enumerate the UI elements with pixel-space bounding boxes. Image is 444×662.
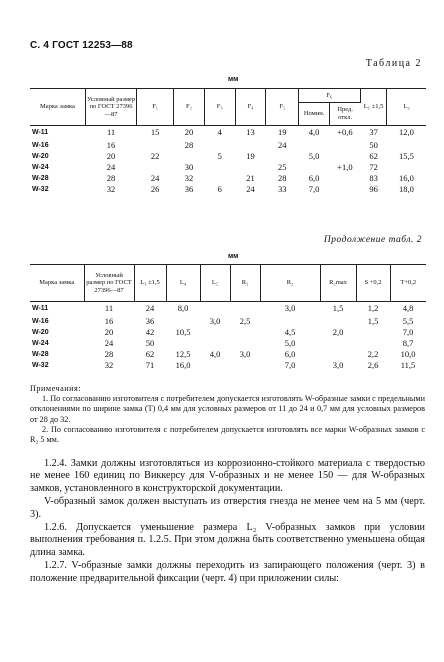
paragraph-1-2-6: 1.2.6. Допускается уменьшение размера L₂ V-образных замков при условии выполнения требования п. 1.2.5. При этом должна быть соответственно уменьшена общая длина замка. — [30, 522, 425, 558]
table-cell: 4,8 — [402, 303, 414, 314]
col-header-mark: Марка замка — [30, 89, 85, 126]
table-cell — [166, 338, 200, 349]
table-cell: 15 — [150, 127, 160, 138]
table-notes — [30, 384, 425, 445]
table-cell: 19 — [278, 127, 287, 138]
col-header-f2: F₂ — [174, 89, 205, 126]
table-cell — [200, 302, 230, 316]
table-cell: 2,5 — [239, 315, 251, 326]
cell-mark: W-28 — [32, 350, 49, 358]
table-row — [30, 173, 426, 184]
table-cell: 22 — [150, 150, 160, 161]
table-row — [30, 162, 426, 173]
col-header-t: T+0,2 — [390, 265, 426, 302]
table-cell: 5,5 — [402, 315, 414, 326]
table-cell: 7,0 — [308, 183, 320, 194]
table-cell: 16,0 — [399, 172, 414, 183]
table-cell — [320, 338, 356, 349]
table-cell: 7,0 — [284, 359, 296, 370]
table-cell: 26 — [150, 183, 160, 194]
table-number-label: Таблица 2 — [365, 58, 422, 69]
table-cell: 24 — [246, 183, 255, 194]
cell-mark: W-20 — [32, 152, 49, 160]
table-cell — [174, 151, 205, 162]
table-row — [30, 338, 426, 349]
table-cell — [166, 316, 200, 327]
col-header-f3: F₃ — [204, 89, 235, 126]
table-cell: 28 — [278, 172, 287, 183]
table-cell — [320, 316, 356, 327]
col-header-f1: F₁ — [137, 89, 174, 126]
table-cell: 20 — [104, 326, 114, 337]
table-cell: 6,0 — [308, 172, 320, 183]
table-cell — [230, 302, 260, 316]
page-header: С. 4 ГОСТ 12253—88 — [30, 40, 133, 51]
table-cell — [200, 338, 230, 349]
table-cell — [320, 349, 356, 360]
notes-title: Примечания: — [30, 384, 82, 393]
table-row — [30, 126, 426, 140]
table-cell: 72 — [369, 161, 378, 172]
table-cell: 33 — [278, 183, 287, 194]
table-cell: 42 — [145, 326, 155, 337]
table-cell: 24 — [150, 172, 160, 183]
table-cell: 4,5 — [284, 326, 296, 337]
table-cell — [329, 151, 360, 162]
cell-mark: W-24 — [32, 163, 49, 171]
table-cell: 20 — [106, 150, 116, 161]
cell-mark: W-32 — [32, 185, 49, 193]
table-cell: 16,0 — [175, 359, 191, 370]
cell-mark: W-32 — [32, 361, 49, 369]
body-text — [30, 458, 425, 586]
table-cell — [235, 140, 266, 151]
table-cell: 71 — [145, 359, 155, 370]
table-cell: 12,5 — [175, 348, 191, 359]
table-cell: 28 — [106, 172, 116, 183]
table-cell: +0,6 — [337, 127, 353, 138]
col-header-mark: Марка замка — [30, 265, 84, 302]
table-cell: 4 — [217, 127, 222, 138]
table-row — [30, 140, 426, 151]
table-row — [30, 349, 426, 360]
table-cell: 5,0 — [284, 337, 296, 348]
table-cell — [299, 162, 330, 173]
table-cell: 3,0 — [332, 359, 344, 370]
table-cell — [299, 140, 330, 151]
table-cell: 32 — [184, 172, 194, 183]
table-cell: +1,0 — [337, 161, 353, 172]
table-cell: 25 — [278, 161, 287, 172]
table-cell: 5,0 — [308, 150, 320, 161]
table-cell — [329, 184, 360, 195]
col-header-f5: F₅ — [266, 89, 299, 126]
table-cell: 24 — [278, 139, 287, 150]
table-cell — [230, 360, 260, 371]
table-cell: 83 — [369, 172, 378, 183]
table-cell: 62 — [145, 348, 155, 359]
table-cell — [230, 327, 260, 338]
table-cell: 1,5 — [332, 303, 344, 314]
table-cell: 62 — [369, 150, 378, 161]
table-cell: 50 — [369, 139, 378, 150]
table-cell — [329, 140, 360, 151]
table-cell: 6,0 — [284, 348, 296, 359]
table-cell: 96 — [369, 183, 378, 194]
cell-mark: W-24 — [32, 339, 49, 347]
table-cell: 32 — [106, 183, 116, 194]
col-header-l1: L₁ ±1,5 — [360, 89, 387, 126]
cell-mark: W-11 — [32, 129, 49, 137]
table-cell: 20 — [184, 127, 194, 138]
table-cell: 32 — [104, 359, 114, 370]
cell-mark: W-11 — [32, 305, 49, 313]
table-cell: 13 — [246, 127, 255, 138]
table-cell — [200, 360, 230, 371]
col-header-f4: F₄ — [235, 89, 266, 126]
table-cell — [329, 173, 360, 184]
table-cell: 1,2 — [367, 303, 379, 314]
table-cell: 2,2 — [367, 348, 379, 359]
table-cell — [230, 338, 260, 349]
table-cell: 8,0 — [177, 303, 189, 314]
col-header-size: Условный размер по ГОСТ 27396—87 — [84, 265, 134, 302]
table-row — [30, 316, 426, 327]
table-cell: 1,5 — [367, 315, 379, 326]
table-cell — [266, 151, 299, 162]
table-cell: 3,0 — [284, 303, 296, 314]
table1-unit: мм — [228, 76, 239, 83]
cell-mark: W-16 — [32, 317, 49, 325]
table-cell: 36 — [184, 183, 194, 194]
col-header-f6: F₆ — [299, 89, 361, 103]
col-header-s: S +0,2 — [356, 265, 390, 302]
table-cell — [356, 327, 390, 338]
table-cell: 36 — [145, 315, 155, 326]
col-header-tolerance: Пред. откл. — [329, 102, 360, 125]
paragraph-1-2-4: 1.2.4. Замки должны изготовляться из коррозионно-стойкого материала с твердостью не менее 160 единиц по Виккерсу для V-образных и не менее 150 — для W-образных замков, установленного в конструкторской документации. — [30, 458, 425, 494]
table-row — [30, 327, 426, 338]
table-cell: 50 — [145, 337, 155, 348]
table-cell: 37 — [369, 127, 378, 138]
table-cell: 3,0 — [209, 315, 221, 326]
table-cell: 3,0 — [239, 348, 251, 359]
table-cell: 10,5 — [175, 326, 191, 337]
table-cell: 16 — [106, 139, 116, 150]
col-header-r2max: R₂max — [320, 265, 356, 302]
col-header-r2: R₂ — [260, 265, 320, 302]
table-cell: 2,0 — [332, 326, 344, 337]
table-row — [30, 302, 426, 316]
table-cell: 24 — [145, 303, 155, 314]
table-cell: 2,6 — [367, 359, 379, 370]
table-cell — [387, 162, 426, 173]
table-cell: 11,5 — [400, 359, 416, 370]
cell-mark: W-28 — [32, 174, 49, 182]
table-continuation-label: Продолжение табл. 2 — [323, 235, 422, 245]
col-header-nominal: Номин. — [299, 102, 330, 125]
cell-mark: W-16 — [32, 141, 49, 149]
table-cell — [260, 316, 320, 327]
table-cell: 4,0 — [209, 348, 221, 359]
table-cell: 18,0 — [399, 183, 414, 194]
paragraph-1-2-5: V-образный замок должен выступать из отверстия гнезда не менее чем на 5 мм (черт. 3). — [30, 496, 425, 520]
col-header-l2: L₂ — [387, 89, 426, 126]
table-cell: 11 — [106, 127, 116, 138]
dimensions-table-2 — [30, 264, 426, 371]
table-row — [30, 151, 426, 162]
note-item-2: 2. По согласованию изготовителя с потребителем допускается изготовлять все марки W-образных замков с R₂ 5 мм. — [30, 424, 425, 445]
table-cell — [387, 140, 426, 151]
table-cell — [204, 173, 235, 184]
table-cell: 24 — [106, 161, 116, 172]
table-cell: 4,0 — [308, 127, 320, 138]
table-cell: 24 — [104, 337, 114, 348]
col-header-l5: L₅ — [200, 265, 230, 302]
table-cell — [356, 338, 390, 349]
table-cell — [204, 162, 235, 173]
cell-mark: W-20 — [32, 328, 49, 336]
table-cell — [235, 162, 266, 173]
table-cell: 7,0 — [402, 326, 414, 337]
paragraph-1-2-7: 1.2.7. V-образные замки должны переходить из запирающего положения (черт. 3) в положение предварительной фиксации (черт. 4) при приложении силы: — [30, 560, 425, 584]
table-cell: 5 — [217, 150, 222, 161]
col-header-l3: L₃ ±1,5 — [134, 265, 166, 302]
table-row — [30, 184, 426, 195]
table-cell: 30 — [184, 161, 194, 172]
table-cell: 10,0 — [400, 348, 416, 359]
table-cell: 12,0 — [399, 127, 414, 138]
table-cell: 28 — [104, 348, 114, 359]
table-cell — [200, 327, 230, 338]
table-cell: 28 — [184, 139, 194, 150]
col-header-size: Условный размер по ГОСТ 27396—87 — [85, 89, 136, 126]
table-cell: 11 — [104, 303, 114, 314]
dimensions-table-1 — [30, 88, 426, 195]
table-row — [30, 360, 426, 371]
table-cell: 8,7 — [402, 337, 414, 348]
table-cell — [204, 140, 235, 151]
table-cell: 16 — [104, 315, 114, 326]
table-cell — [137, 162, 174, 173]
col-header-l4: L₄ — [166, 265, 200, 302]
table-cell: 19 — [246, 150, 255, 161]
table2-unit: мм — [228, 253, 239, 260]
note-item-1: 1. По согласованию изготовителя с потребителем допускается изготовлять W-образные замки с предельными отклонениями по ширине замка (T) 0,4 мм для условных размеров от 11 до 24 и 0,7 мм для условных размеров от 28 до 32. — [30, 394, 425, 424]
col-header-r1: R₁ — [230, 265, 260, 302]
table-cell — [137, 140, 174, 151]
table-cell: 15,5 — [399, 150, 414, 161]
table-cell: 6 — [217, 183, 222, 194]
table-cell: 21 — [246, 172, 255, 183]
